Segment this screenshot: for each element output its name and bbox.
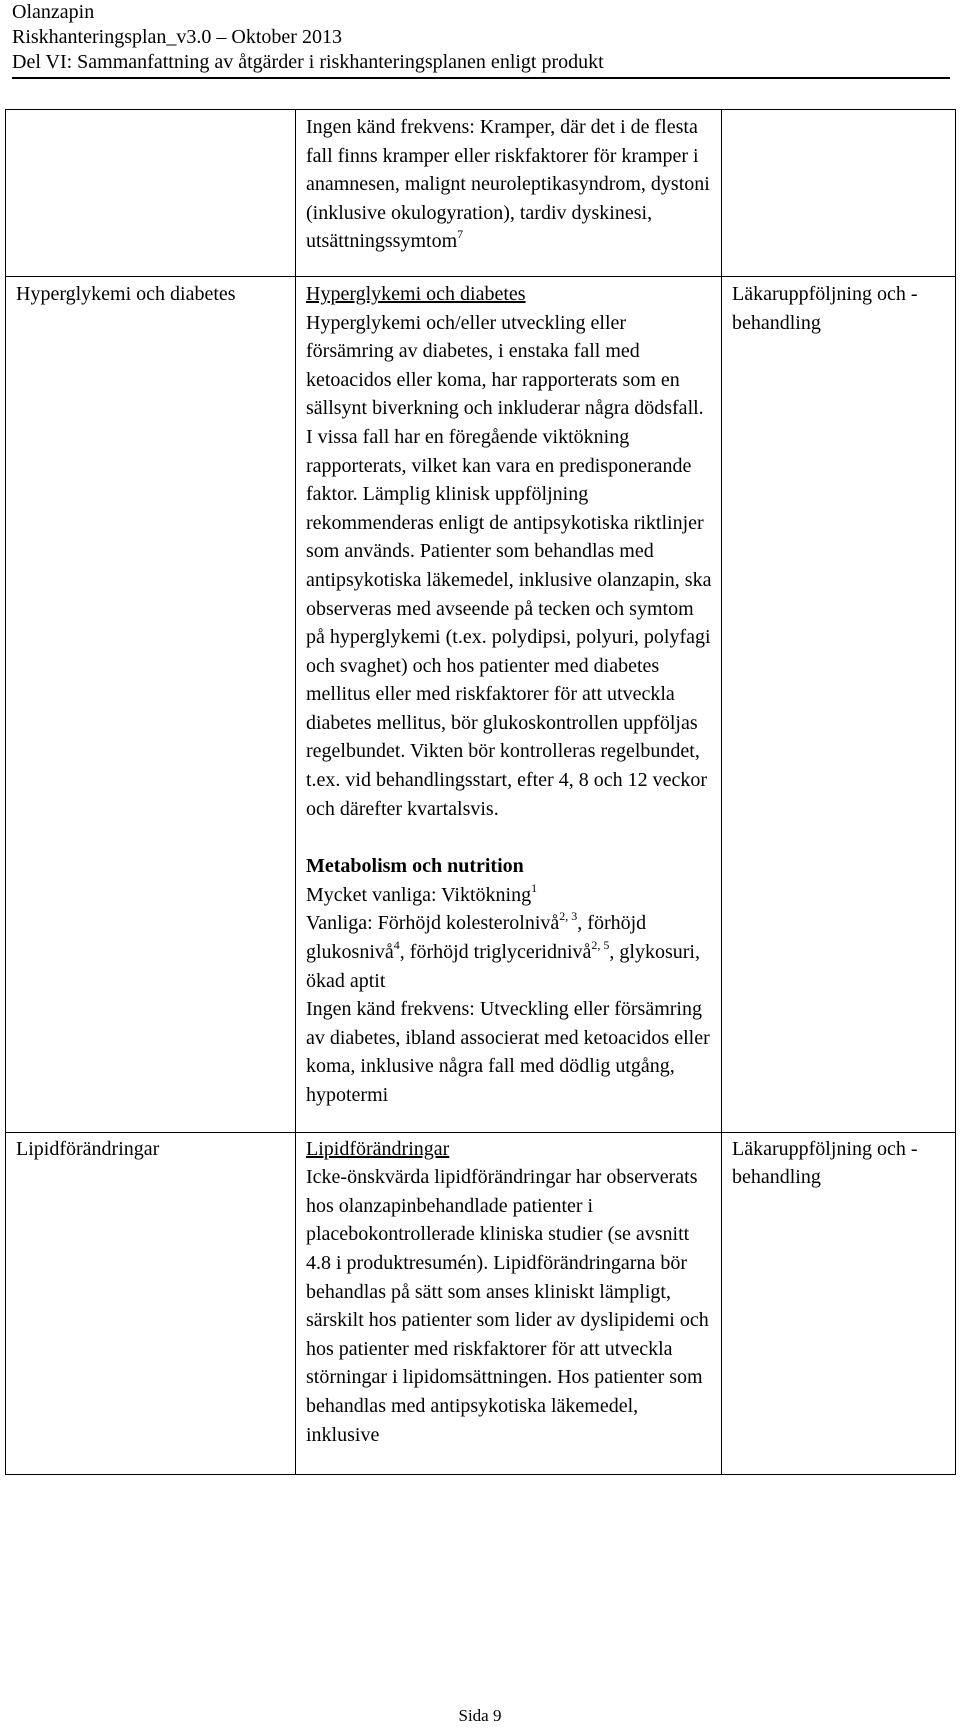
effect-body: Icke-önskvärda lipidförändringar har observerats hos olanzapinbehandlade patienter i placebokontrollerade kliniska studier (se avsnitt 4.8 i produktresumén). Lipidförändringarna bör behandlas på sätt som anses kliniskt lämpligt, särskilt hos patienter som lider av dyslipidemi och hos patienter med riskfaktorer för att utveckla störningar i lipidomsättningen. Hos patienter som behandlas med antipsykotiska läkemedel, inklusive <box>306 1166 709 1446</box>
very-common-line <box>306 881 713 910</box>
risk-name: Lipidförändringar <box>16 1137 160 1160</box>
header-divider <box>12 77 950 79</box>
action-text: Läkaruppföljning och -behandling <box>732 1137 918 1189</box>
effect-cell <box>296 110 722 277</box>
footnote-ref: 7 <box>457 227 464 242</box>
footnote-ref: 2, 3 <box>559 909 578 924</box>
action-text: Läkaruppföljning och -behandling <box>732 282 918 334</box>
table-row <box>6 110 956 277</box>
effect-text: Ingen känd frekvens: Kramper, där det i de flesta fall finns kramper eller riskfaktorer för kramper i anamnesen, malignt neuroleptikasyndrom, dystoni (inklusive okulogyration), tardiv dyskinesi, utsättningssymtom <box>306 116 710 253</box>
risk-name: Hyperglykemi och diabetes <box>16 282 236 305</box>
risk-summary-table <box>5 109 956 1475</box>
unknown-frequency-text: Ingen känd frekvens: Utveckling eller försämring av diabetes, ibland associerat med ketoacidos eller koma, inklusive några fall med dödlig utgång, hypotermi <box>306 998 710 1106</box>
risk-cell <box>6 1132 296 1474</box>
effect-title: Hyperglykemi och diabetes <box>306 282 526 305</box>
effect-cell <box>296 276 722 1132</box>
footnote-ref: 1 <box>531 880 538 895</box>
page-number: Sida 9 <box>458 1706 502 1725</box>
footnote-ref: 4 <box>393 938 400 953</box>
metabolism-heading: Metabolism och nutrition <box>306 855 524 878</box>
risk-cell <box>6 276 296 1132</box>
effect-body: Hyperglykemi och/eller utveckling eller försämring av diabetes, i enstaka fall med ketoacidos eller koma, har rapporterats som en sällsynt biverkning och inkluderar några dödsfall. I vissa fall har en föregående viktökning rapporterats, vilket kan vara en predisponerande faktor. Lämplig klinisk uppföljning rekommenderas enligt de antipsykotiska riktlinjer som används. Patienter som behandlas med antipsykotiska läkemedel, inklusive olanzapin, ska observeras med avseende på tecken och symtom på hyperglykemi (t.ex. polydipsi, polyuri, polyfagi och svaghet) och hos patienter med diabetes mellitus eller med riskfaktorer för att utveckla diabetes mellitus, bör glukoskontrollen uppföljas regelbundet. Vikten bör kontrolleras regelbundet, t.ex. vid behandlingsstart, efter 4, 8 och 12 veckor och därefter kvartalsvis. <box>306 311 712 820</box>
effect-title: Lipidförändringar <box>306 1137 450 1160</box>
page-header <box>12 0 950 75</box>
header-product-name: Olanzapin <box>12 1 95 23</box>
common-text-b: , förhöjd glukosnivå <box>306 912 647 964</box>
common-text-c: , förhöjd triglyceridnivå <box>399 941 592 964</box>
action-cell <box>722 110 956 277</box>
common-line <box>306 909 713 995</box>
paragraph-gap <box>306 823 713 852</box>
common-text-a: Vanliga: Förhöjd kolesterolnivå <box>306 912 560 935</box>
header-section-title: Del VI: Sammanfattning av åtgärder i riskhanteringsplanen enligt produkt <box>12 51 604 73</box>
action-cell <box>722 276 956 1132</box>
risk-cell <box>6 110 296 277</box>
action-cell <box>722 1132 956 1474</box>
table-row <box>6 1132 956 1474</box>
header-document-version: Riskhanteringsplan_v3.0 – Oktober 2013 <box>12 26 342 48</box>
common-text-d: , glykosuri, ökad aptit <box>306 941 700 992</box>
footnote-ref: 2, 5 <box>591 938 610 953</box>
very-common-text: Mycket vanliga: Viktökning <box>306 883 532 906</box>
table-row <box>6 276 956 1132</box>
effect-cell <box>296 1132 722 1474</box>
